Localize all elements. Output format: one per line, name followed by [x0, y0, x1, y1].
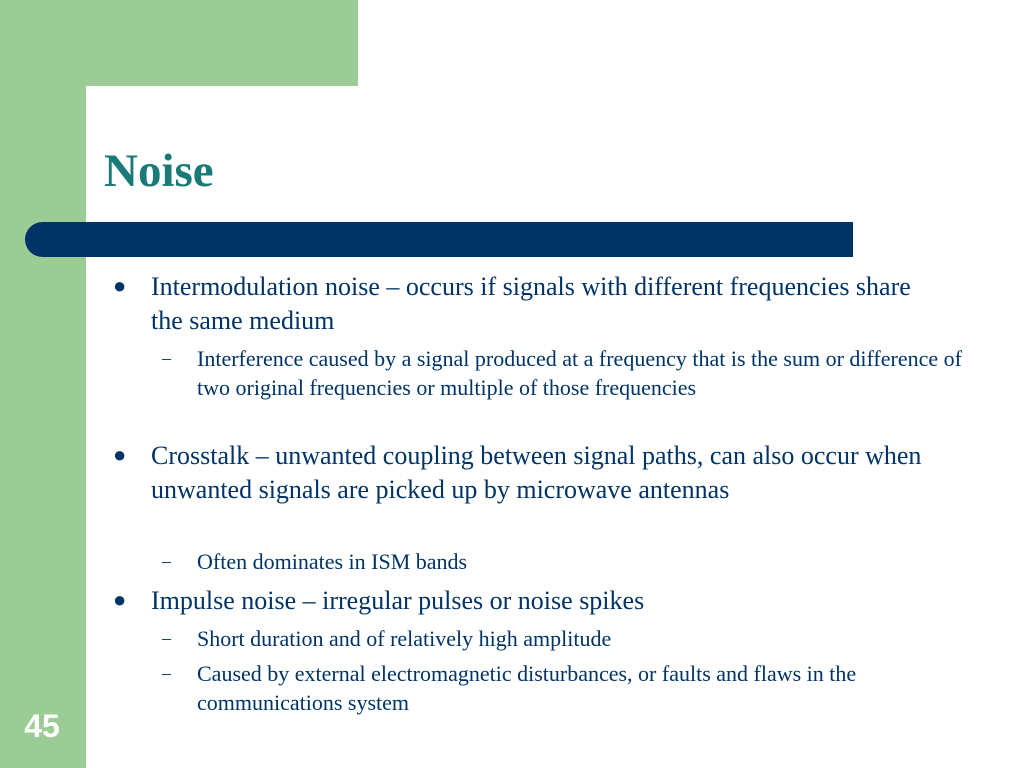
bullet-text: Crosstalk – unwanted coupling between signal paths, can also occur when unwanted signals are picked up by microwave antennas [151, 441, 922, 504]
bullet-text: Intermodulation noise – occurs if signals with different frequencies share the same medium [151, 272, 911, 335]
bullet-marker: ● [113, 442, 127, 467]
slide-number: 45 [24, 708, 60, 744]
slide-title: Noise [104, 145, 214, 197]
sub-bullet-text: Often dominates in ISM bands [197, 549, 468, 574]
sub-bullet-marker: – [162, 348, 171, 368]
sub-bullet-marker: – [162, 628, 171, 648]
sub-bullet-marker: – [162, 663, 171, 683]
bullet-text: Impulse noise – irregular pulses or noise spikes [151, 586, 645, 615]
sub-bullet-text: Short duration and of relatively high amplitude [197, 626, 612, 651]
sub-bullet-text: Caused by external electromagnetic disturbances, or faults and flaws in the communications system [197, 661, 857, 715]
sub-bullet-marker: – [162, 551, 171, 571]
sub-bullet-text: Interference caused by a signal produced at a frequency that is the sum or difference of two original frequencies or multiple of those frequencies [197, 346, 962, 400]
bullet-marker: ● [113, 273, 127, 298]
bullet-marker: ● [113, 587, 127, 612]
